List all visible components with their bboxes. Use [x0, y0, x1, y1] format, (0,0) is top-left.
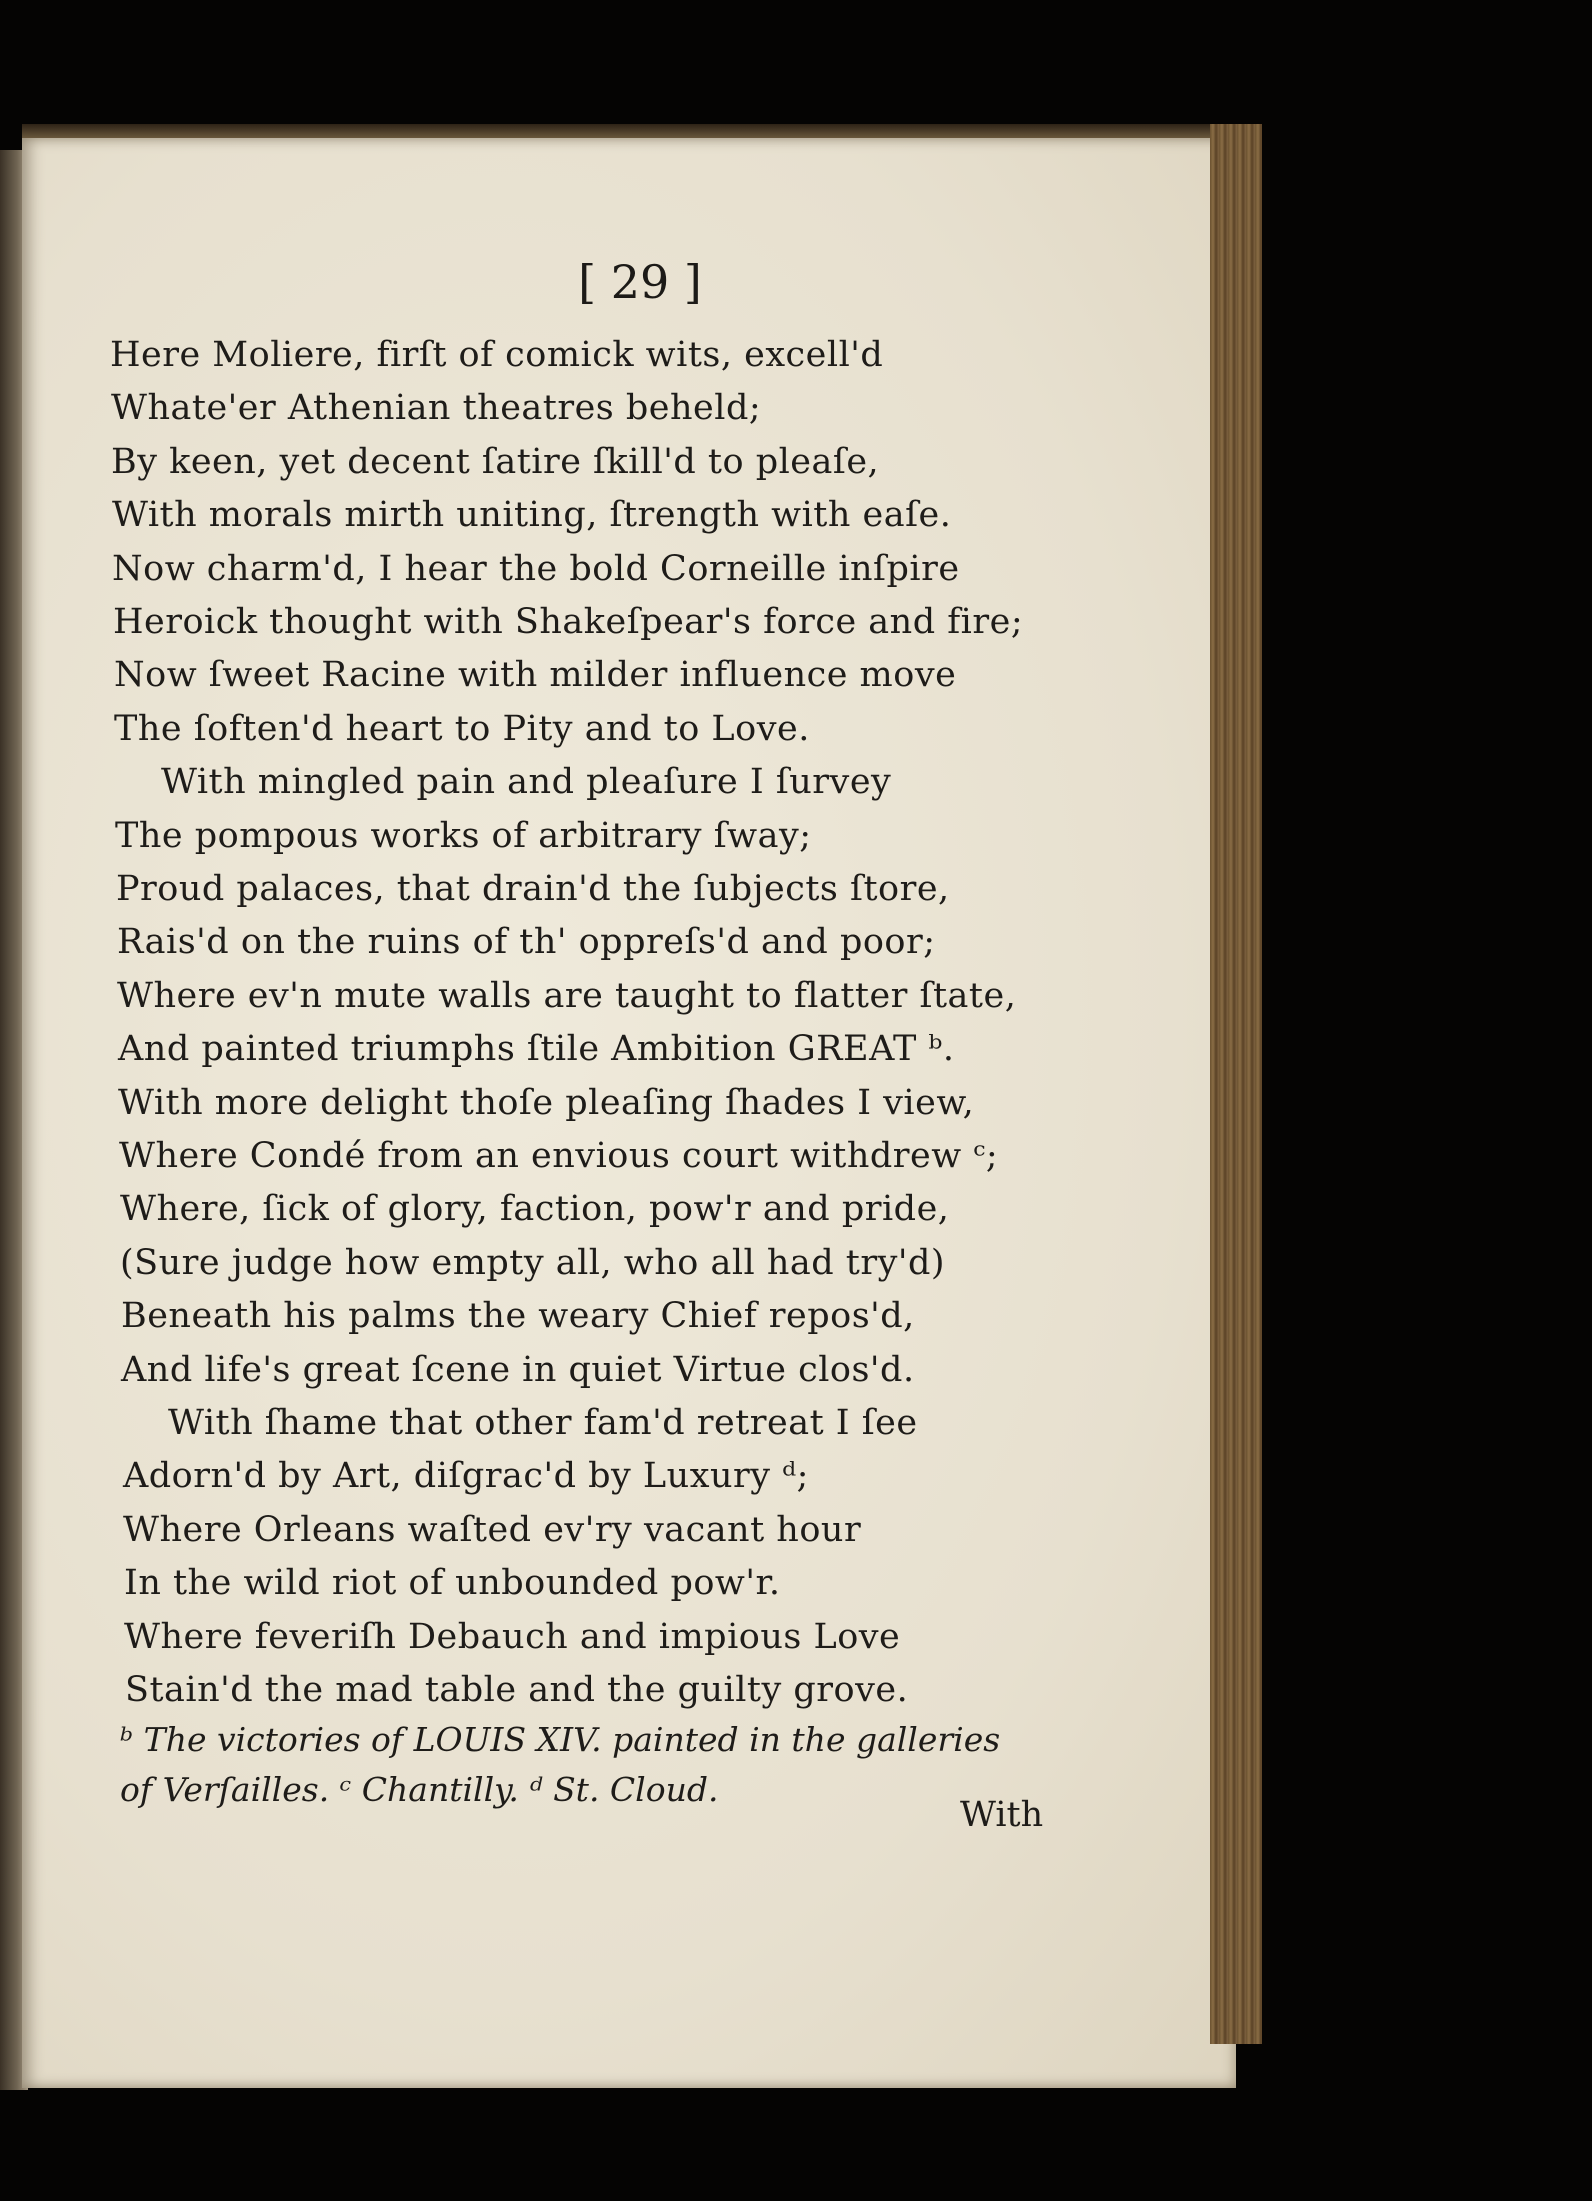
verse-line: With more delight thoſe pleaſing ſhades I view,: [118, 1083, 975, 1123]
verse-line: Beneath his palms the weary Chief repos'd,: [121, 1296, 915, 1336]
verse-line: By keen, yet decent ſatire ſkill'd to pleaſe,: [111, 442, 880, 482]
verse-line: Where Condé from an envious court withdrew ᶜ;: [119, 1136, 999, 1176]
verse-line: Heroick thought with Shakeſpear's force and fire;: [113, 602, 1024, 642]
verse-line: Here Moliere, firſt of comick wits, excell'd: [110, 335, 884, 375]
verse-line: Adorn'd by Art, diſgrac'd by Luxury ᵈ;: [123, 1456, 809, 1496]
verse-line: In the wild riot of unbounded pow'r.: [124, 1563, 781, 1603]
verse-line: Now charm'd, I hear the bold Corneille inſpire: [112, 549, 960, 589]
verse-line: Now ſweet Racine with milder influence move: [114, 655, 957, 695]
catchword: With: [960, 1795, 1044, 1835]
verse-line: Where ev'n mute walls are taught to flatter ſtate,: [117, 976, 1017, 1016]
footnotes: [120, 1715, 1070, 1815]
book-fore-edge: [1210, 124, 1262, 2044]
verse-line: Whate'er Athenian theatres beheld;: [111, 388, 762, 428]
verse-line: Rais'd on the ruins of th' oppreſs'd and poor;: [117, 922, 936, 962]
footnote-line: of Verſailles. ᶜ Chantilly. ᵈ St. Cloud.: [120, 1770, 719, 1809]
verse-line-indented: With ſhame that other fam'd retreat I ſee: [168, 1403, 918, 1443]
verse-line: Stain'd the mad table and the guilty grove.: [125, 1670, 909, 1710]
page-number: [ 29 ]: [578, 255, 702, 309]
verse-line: With morals mirth uniting, ſtrength with eaſe.: [112, 495, 952, 535]
verse-line: Proud palaces, that drain'd the ſubjects ſtore,: [116, 869, 950, 909]
verse-line: Where, ſick of glory, faction, pow'r and pride,: [120, 1189, 950, 1229]
verse-line: The ſoften'd heart to Pity and to Love.: [114, 709, 810, 749]
verse-line: (Sure judge how empty all, who all had try'd): [120, 1243, 946, 1283]
verse-line: Where feveriſh Debauch and impious Love: [124, 1617, 901, 1657]
verse-line: And painted triumphs ſtile Ambition GREAT ᵇ.: [118, 1029, 955, 1069]
verse-line: The pompous works of arbitrary ſway;: [115, 816, 812, 856]
verse-line: Where Orleans waſted ev'ry vacant hour: [123, 1510, 862, 1550]
verse-line-indented: With mingled pain and pleaſure I ſurvey: [161, 762, 892, 802]
footnote-line: ᵇ The victories of LOUIS XIV. painted in the galleries: [120, 1720, 1001, 1759]
verse-line: And life's great ſcene in quiet Virtue clos'd.: [121, 1350, 915, 1390]
